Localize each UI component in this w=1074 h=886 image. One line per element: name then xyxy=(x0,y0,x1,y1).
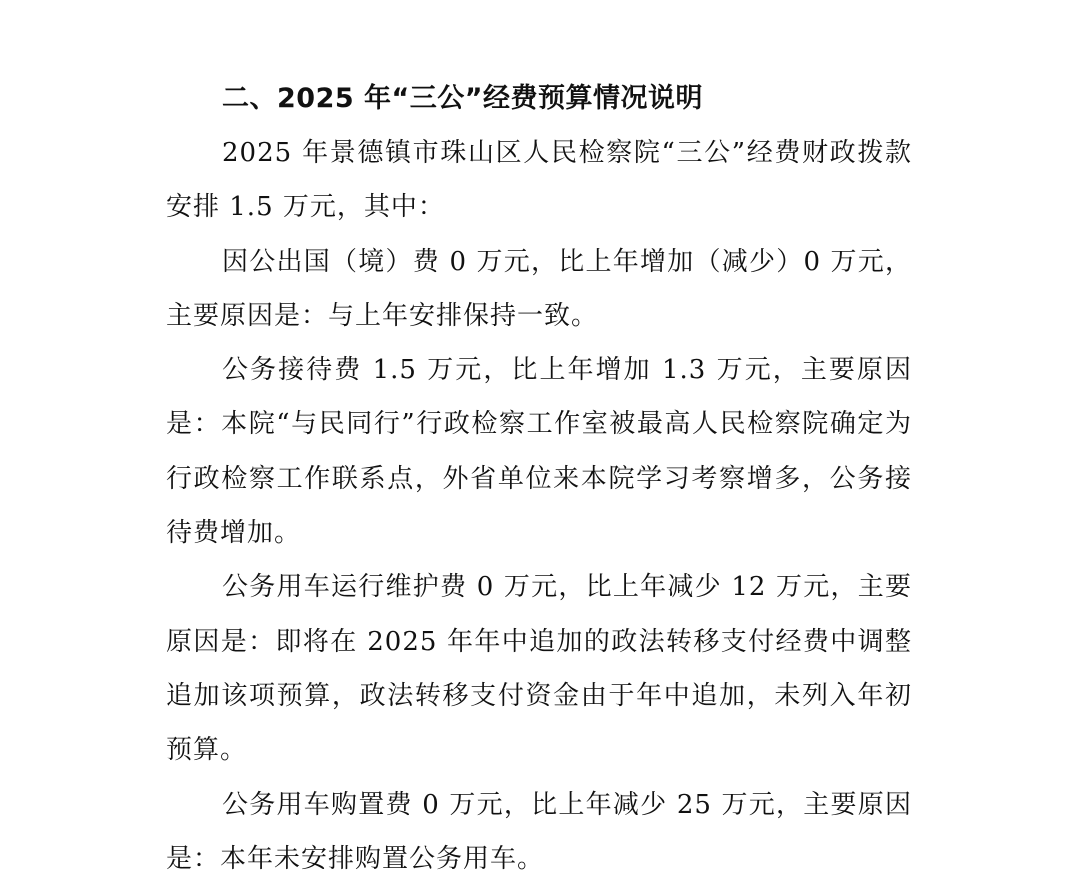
section-heading: 二、2025 年“三公”经费预算情况说明 xyxy=(222,83,704,114)
paragraph-vehicle-maintenance: 公务用车运行维护费 0 万元，比上年减少 12 万元，主要原因是：即将在 2025 年年中追加的政法转移支付经费中调整追加该项预算，政法转移支付资金由于年中追加，未列入年初预算。 xyxy=(166,572,912,766)
document-body xyxy=(166,72,912,886)
paragraph-budget-total: 2025 年景德镇市珠山区人民检察院“三公”经费财政拨款安排 1.5 万元，其中： xyxy=(166,138,912,223)
paragraph-overseas-travel: 因公出国（境）费 0 万元，比上年增加（减少）0 万元，主要原因是：与上年安排保持一致。 xyxy=(166,246,912,331)
paragraph-vehicle-purchase: 公务用车购置费 0 万元，比上年减少 25 万元，主要原因是：本年未安排购置公务用车。 xyxy=(166,789,912,874)
paragraph-official-reception: 公务接待费 1.5 万元，比上年增加 1.3 万元，主要原因是：本院“与民同行”行政检察工作室被最高人民检察院确定为行政检察工作联系点，外省单位来本院学习考察增多，公务接待费增加。 xyxy=(166,355,912,549)
